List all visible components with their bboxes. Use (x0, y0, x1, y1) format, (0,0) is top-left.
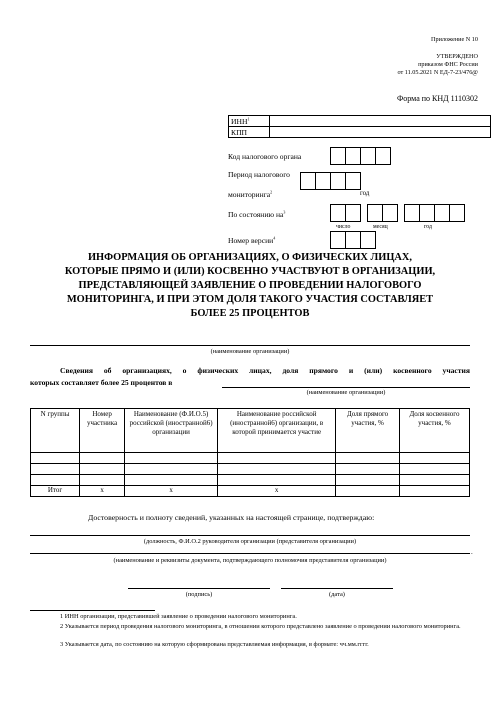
confirm-text: Достоверность и полноту сведений, указанных на настоящей странице, подтверждаю: (88, 513, 375, 522)
period-cells[interactable] (300, 172, 361, 190)
document-title: ИНФОРМАЦИЯ ОБ ОРГАНИЗАЦИЯХ, О ФИЗИЧЕСКИХ ЛИЦАХ, КОТОРЫЕ ПРЯМО И (ИЛИ) КОСВЕННО УЧАСТВУЮТ В ОРГАНИЗАЦИИ, ПРЕДСТАВЛЯЮЩЕЙ ЗАЯВЛЕНИЕ О ПРОВЕДЕНИИ НАЛОГОВОГО МОНИТОРИНГА, И ПРИ ЭТОМ ДОЛЯ ТАКОГО УЧАСТИЯ СОСТАВЛЯЕТ БОЛЕЕ 25 ПРОЦЕНТОВ (64, 252, 436, 319)
period-label-2: мониторинга$^2$ (228, 189, 273, 199)
month-label: месяц (373, 224, 388, 230)
appendix-label: Приложение N 10 (431, 36, 478, 43)
date-line[interactable] (281, 588, 393, 589)
order-date-label: от 11.05.2021 N ЕД-7-23/476@ (397, 69, 478, 76)
tax-authority-label: Код налогового органа (228, 152, 302, 161)
day-label: число (336, 224, 351, 230)
footnote-1: 1 ИНН организации, представившей заявление о проведении налогового мониторинга. (60, 613, 297, 620)
signature-line[interactable] (128, 588, 270, 589)
as-of-label: По состоянию $на^3$ (228, 209, 286, 219)
total-x-participant: х (80, 486, 125, 497)
form-code: Форма по КНД 1110302 (396, 94, 478, 103)
footnote-2: 2 Указывается период проведения налогового мониторинга, в отношении которого представлено заявление о проведении налогового мониторинга. (60, 623, 461, 630)
footnote-divider (30, 610, 155, 611)
year-label: год (360, 190, 370, 197)
org-name-caption: (наименование организации) (210, 348, 290, 355)
signature-caption: (подпись) (185, 591, 213, 598)
version-label: Номер версии$^4$ (228, 235, 276, 245)
org-name-caption-2: (наименование организации) (306, 389, 386, 396)
document-caption: (наименование и реквизиты документа, подтверждающего полномочия представителя организации) (113, 557, 387, 564)
table-row[interactable] (31, 453, 470, 464)
footnote-3: 3 Указывается дата, по состоянию на которую сформирована представляемая информация, в формате: чч.мм.гггг. (60, 641, 369, 648)
header-indirect-share: Доля косвенного участия, % (399, 409, 469, 453)
approved-label: УТВЕРЖДЕНО (436, 53, 478, 60)
header-group-number: N группы (31, 409, 80, 453)
org-name-line-2[interactable] (222, 387, 470, 388)
date-caption: (дата) (329, 591, 345, 598)
org-name-line[interactable] (30, 345, 470, 346)
table-row-total (31, 486, 470, 497)
total-x-target: х (218, 486, 336, 497)
kpp-label: КПП (231, 128, 248, 137)
inn-label: ИНН$^1$ (231, 116, 250, 126)
total-x-name: х (125, 486, 218, 497)
inn-input[interactable] (270, 116, 491, 127)
position-line[interactable] (30, 535, 470, 536)
position-caption: (должность, Ф.И.О.2 руководителя организации (представителя организации) (143, 538, 357, 545)
table-row[interactable] (31, 475, 470, 486)
tax-authority-cells[interactable] (330, 147, 391, 165)
total-label: Итог (31, 486, 80, 497)
inn-kpp-frame (228, 115, 491, 138)
total-indirect-share[interactable] (399, 486, 469, 497)
year-label-2: год (424, 224, 432, 230)
intro-line-2: которых составляет более 25 процентов в (30, 378, 173, 387)
header-participant-name: Наименование (Ф.И.О.5) российской (иностранной6) организации (125, 409, 218, 453)
kpp-input[interactable] (270, 127, 491, 138)
document-line-dot: . (471, 548, 473, 556)
header-participant-number: Номер участника (80, 409, 125, 453)
as-of-date-cells[interactable] (330, 204, 465, 222)
period-label: Период налогового (228, 170, 290, 179)
total-direct-share[interactable] (336, 486, 400, 497)
participants-table (30, 408, 470, 497)
version-cells[interactable] (330, 231, 376, 249)
document-line[interactable] (30, 553, 470, 554)
table-row[interactable] (31, 464, 470, 475)
header-target-organization: Наименование российской (иностранной6) организации, в которой принимается участие (218, 409, 336, 453)
intro-line-1: Сведения об организациях, о физических лицах, доля прямого и (или) косвенного участия (60, 366, 470, 375)
order-label: приказом ФНС России (418, 61, 478, 68)
header-direct-share: Доля прямого участия, % (336, 409, 400, 453)
